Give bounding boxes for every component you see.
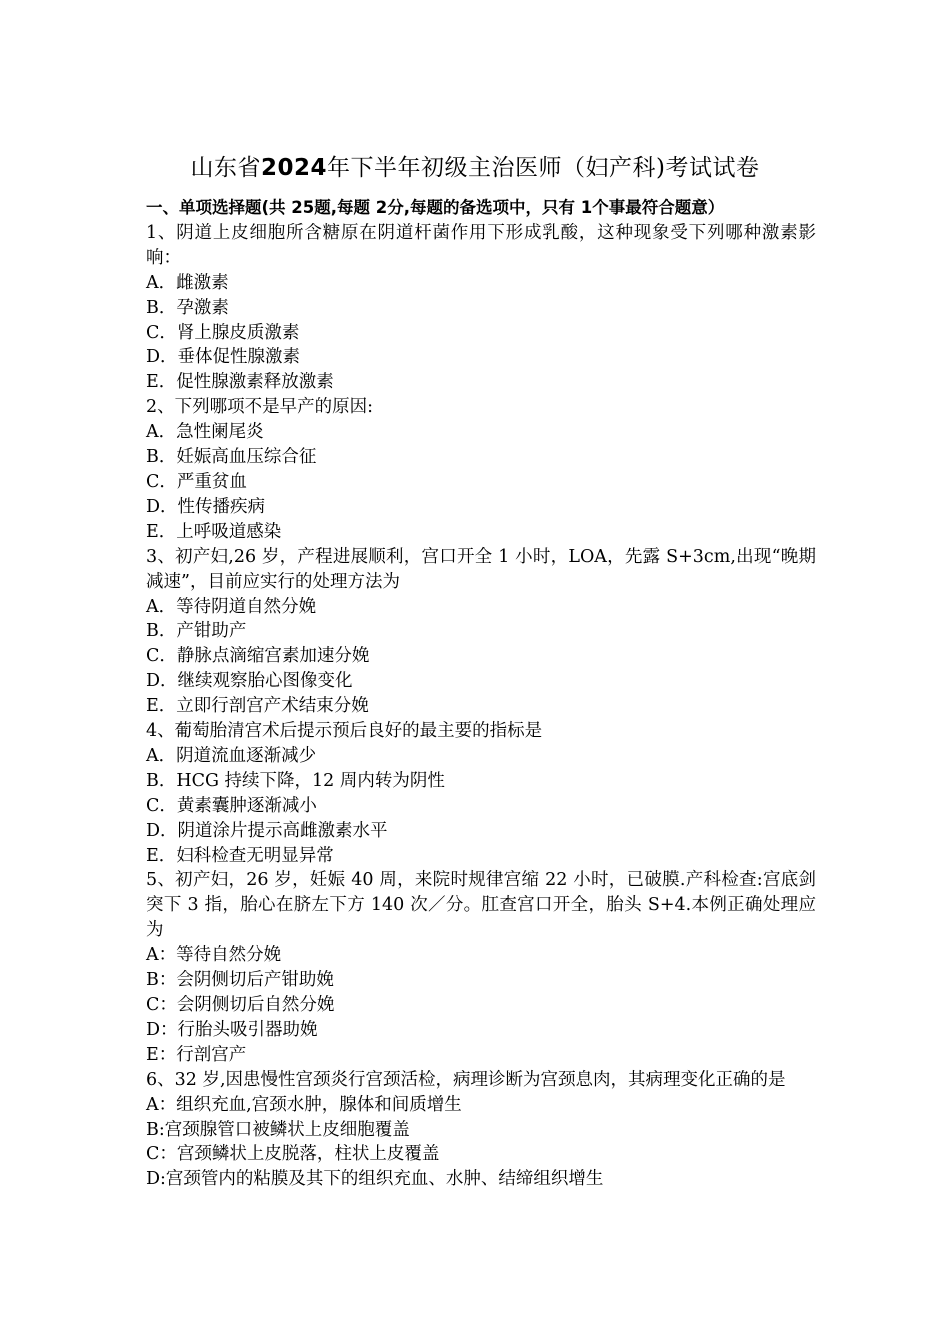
question-text: 6、32 岁,因患慢性宫颈炎行宫颈活检，病理诊断为宫颈息肉，其病理变化正确的是	[146, 1069, 786, 1090]
answer-option: A．阴道流血逐渐减少	[146, 745, 317, 766]
answer-option: B：会阴侧切后产钳助娩	[146, 970, 334, 991]
title-year: 2024	[261, 155, 328, 181]
answer-option: C：会阴侧切后自然分娩	[146, 995, 335, 1015]
answer-option: E．上呼吸道感染	[146, 521, 282, 542]
answer-option: A：组织充血,宫颈水肿，腺体和间质增生	[146, 1094, 462, 1115]
question-text: 2、下列哪项不是早产的原因:	[146, 397, 374, 418]
answer-option: D．阴道涂片提示高雌激素水平	[146, 820, 388, 841]
section-heading: 一、单项选择题(共 25题,每题 2分,每题的备选项中，只有 1个事最符合题意）	[146, 198, 725, 217]
answer-option: A．急性阑尾炎	[146, 422, 264, 443]
answer-option: E．立即行剖宫产术结束分娩	[146, 696, 369, 717]
answer-option: E．妇科检查无明显异常	[146, 845, 334, 866]
document-title	[0, 150, 950, 186]
title-suffix: 年下半年初级主治医师（妇产科)考试试卷	[327, 155, 760, 181]
answer-option: E．促性腺激素释放激素	[146, 372, 334, 393]
answer-option: A：等待自然分娩	[146, 945, 282, 966]
answer-option: B．妊娠高血压综合征	[146, 447, 317, 468]
answer-option: D．垂体促性腺激素	[146, 347, 301, 368]
answer-option: B:宫颈腺管口被鳞状上皮细胞覆盖	[146, 1119, 410, 1140]
title-prefix: 山东省	[190, 155, 261, 181]
question-text: 1、阴道上皮细胞所含糖原在阴道杆菌作用下形成乳酸，这种现象受下列哪种激素影响：	[146, 222, 816, 268]
question-text: 3、初产妇,26 岁，产程进展顺利，宫口开全 1 小时，LOA，先露 S+3cm,出现“晚期减速”，目前应实行的处理方法为	[146, 546, 816, 592]
answer-option: A．雌激素	[146, 272, 229, 293]
answer-option: B．孕激素	[146, 297, 229, 318]
answer-option: C．肾上腺皮质激素	[146, 322, 300, 343]
answer-option: D:宫颈管内的粘膜及其下的组织充血、水肿、结缔组织增生	[146, 1169, 604, 1190]
answer-option: C．静脉点滴缩宫素加速分娩	[146, 646, 370, 667]
answer-option: A．等待阴道自然分娩	[146, 596, 317, 617]
answer-option: D．继续观察胎心图像变化	[146, 671, 353, 692]
answer-option: C．黄素囊肿逐渐减小	[146, 795, 317, 816]
answer-option: B．产钳助产	[146, 621, 247, 642]
question-text: 5、初产妇，26 岁，妊娠 40 周，来院时规律宫缩 22 小时，已破膜.产科检查:宫底剑突下 3 指，胎心在脐左下方 140 次／分。肛查宫口开全，胎头 S+4.本例正确处理应为	[146, 870, 816, 941]
question-text: 4、葡萄胎清宫术后提示预后良好的最主要的指标是	[146, 721, 543, 742]
answer-option: C．严重贫血	[146, 471, 247, 492]
answer-option: C：宫颈鳞状上皮脱落，柱状上皮覆盖	[146, 1144, 440, 1165]
answer-option: B．HCG 持续下降，12 周内转为阴性	[146, 770, 445, 791]
answer-option: E：行剖宫产	[146, 1044, 247, 1065]
answer-option: D：行胎头吸引器助娩	[146, 1019, 318, 1040]
answer-option: D．性传播疾病	[146, 496, 266, 517]
document-body	[146, 196, 816, 1192]
